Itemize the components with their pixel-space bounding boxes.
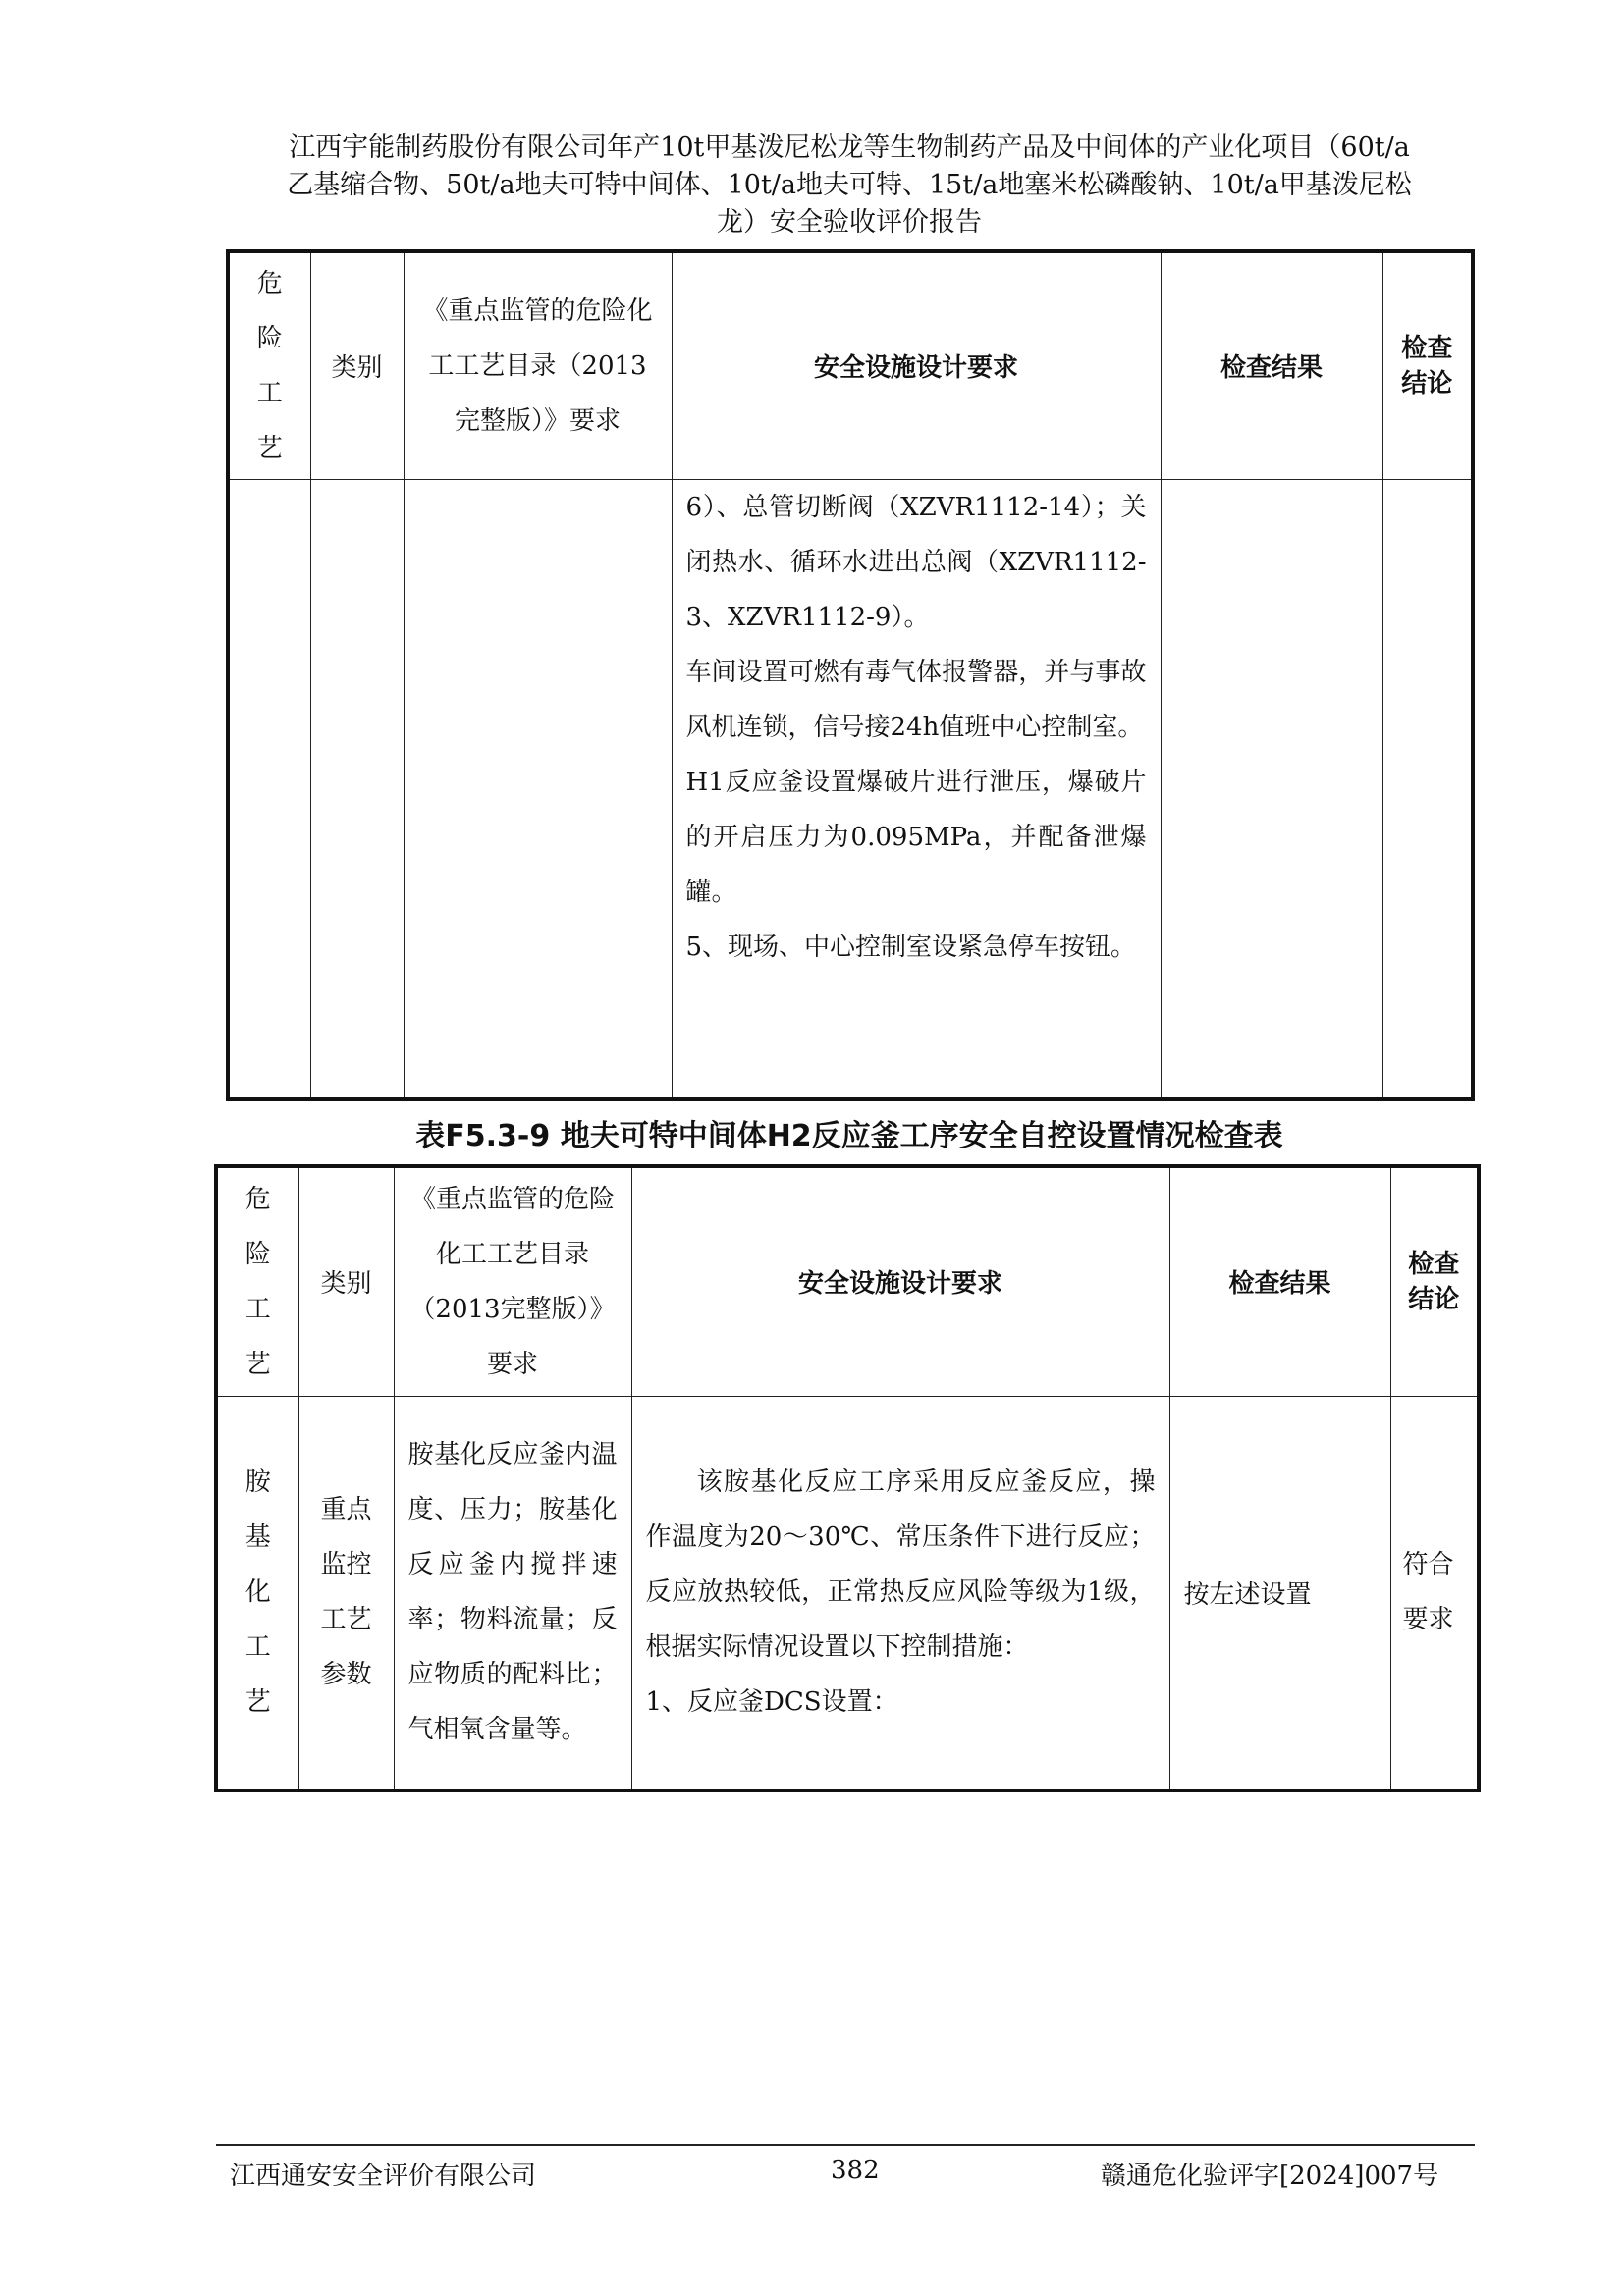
cell-empty-conclusion bbox=[1382, 479, 1473, 1099]
header-catalog-requirement: 《重点监管的危险化工工艺目录（2013完整版）》要求 bbox=[404, 251, 672, 479]
header-line-3: 龙）安全验收评价报告 bbox=[717, 207, 982, 238]
footer-doc-number: 赣通危化验评字[2024]007号 bbox=[1101, 2162, 1439, 2191]
cell-design-requirement bbox=[672, 479, 1161, 1099]
design-paragraph-1: 6）、总管切断阀（XZVR1112-14）；关闭热水、循环水进出总阀（XZVR1112-3、XZVR1112-9）。 bbox=[685, 492, 1147, 632]
cell-check-conclusion: 符合要求 bbox=[1390, 1396, 1479, 1790]
cell-empty-process bbox=[228, 479, 310, 1099]
design-paragraph-1: 该胺基化反应工序采用反应釜反应，操作温度为20～30℃、常压条件下进行反应；反应放热较低，正常热反应风险等级为1级，根据实际情况设置以下控制措施： bbox=[645, 1468, 1156, 1663]
design-paragraph-2: 车间设置可燃有毒气体报警器，并与事故风机连锁，信号接24h值班中心控制室。 bbox=[685, 657, 1147, 742]
cell-empty-requirement bbox=[404, 479, 672, 1099]
header-hazard-process: 危险工艺 bbox=[228, 251, 310, 479]
cell-empty-result bbox=[1161, 479, 1382, 1099]
cell-catalog-requirement: 胺基化反应釜内温度、压力；胺基化反应釜内搅拌速率；物料流量；反应物质的配料比；气相氧含量等。 bbox=[394, 1396, 631, 1790]
table-caption: 表F5.3-9 地夫可特中间体H2反应釜工序安全自控设置情况检查表 bbox=[415, 1119, 1283, 1153]
cell-check-result: 按左述设置 bbox=[1169, 1396, 1390, 1790]
cell-design-requirement bbox=[631, 1396, 1169, 1790]
footer-divider bbox=[216, 2144, 1475, 2146]
header-line-1: 江西宇能制药股份有限公司年产10t甲基泼尼松龙等生物制药产品及中间体的产业化项目（60t/a bbox=[289, 133, 1410, 163]
header-design-requirement: 安全设施设计要求 bbox=[672, 251, 1161, 479]
header-line-2: 乙基缩合物、50t/a地夫可特中间体、10t/a地夫可特、15t/a地塞米松磷酸钠、10t/a甲基泼尼松 bbox=[287, 170, 1412, 200]
header-catalog-requirement: 《重点监管的危险化工工艺目录（2013完整版）》要求 bbox=[394, 1166, 631, 1396]
header-check-conclusion: 检查结论 bbox=[1390, 1166, 1479, 1396]
table-continued bbox=[226, 249, 1475, 1101]
header-category: 类别 bbox=[310, 251, 404, 479]
header-check-result: 检查结果 bbox=[1161, 251, 1382, 479]
header-check-result: 检查结果 bbox=[1169, 1166, 1390, 1396]
footer-page-number: 382 bbox=[831, 2156, 880, 2185]
header-category: 类别 bbox=[298, 1166, 394, 1396]
table-h2-reactor bbox=[214, 1164, 1481, 1792]
header-hazard-process: 危险工艺 bbox=[216, 1166, 298, 1396]
cell-process-name: 胺基化工艺 bbox=[216, 1396, 298, 1790]
page-header bbox=[226, 130, 1473, 241]
header-check-conclusion: 检查结论 bbox=[1382, 251, 1473, 479]
design-paragraph-2: 1、反应釜DCS设置： bbox=[645, 1687, 898, 1718]
header-design-requirement: 安全设施设计要求 bbox=[631, 1166, 1169, 1396]
cell-category: 重点监控工艺参数 bbox=[298, 1396, 394, 1790]
design-paragraph-3: H1反应釜设置爆破片进行泄压，爆破片的开启压力为0.095MPa，并配备泄爆罐。 bbox=[685, 767, 1147, 907]
footer-company: 江西通安安全评价有限公司 bbox=[230, 2162, 537, 2191]
cell-empty-category bbox=[310, 479, 404, 1099]
design-paragraph-4: 5、现场、中心控制室设紧急停车按钮。 bbox=[685, 932, 1137, 962]
